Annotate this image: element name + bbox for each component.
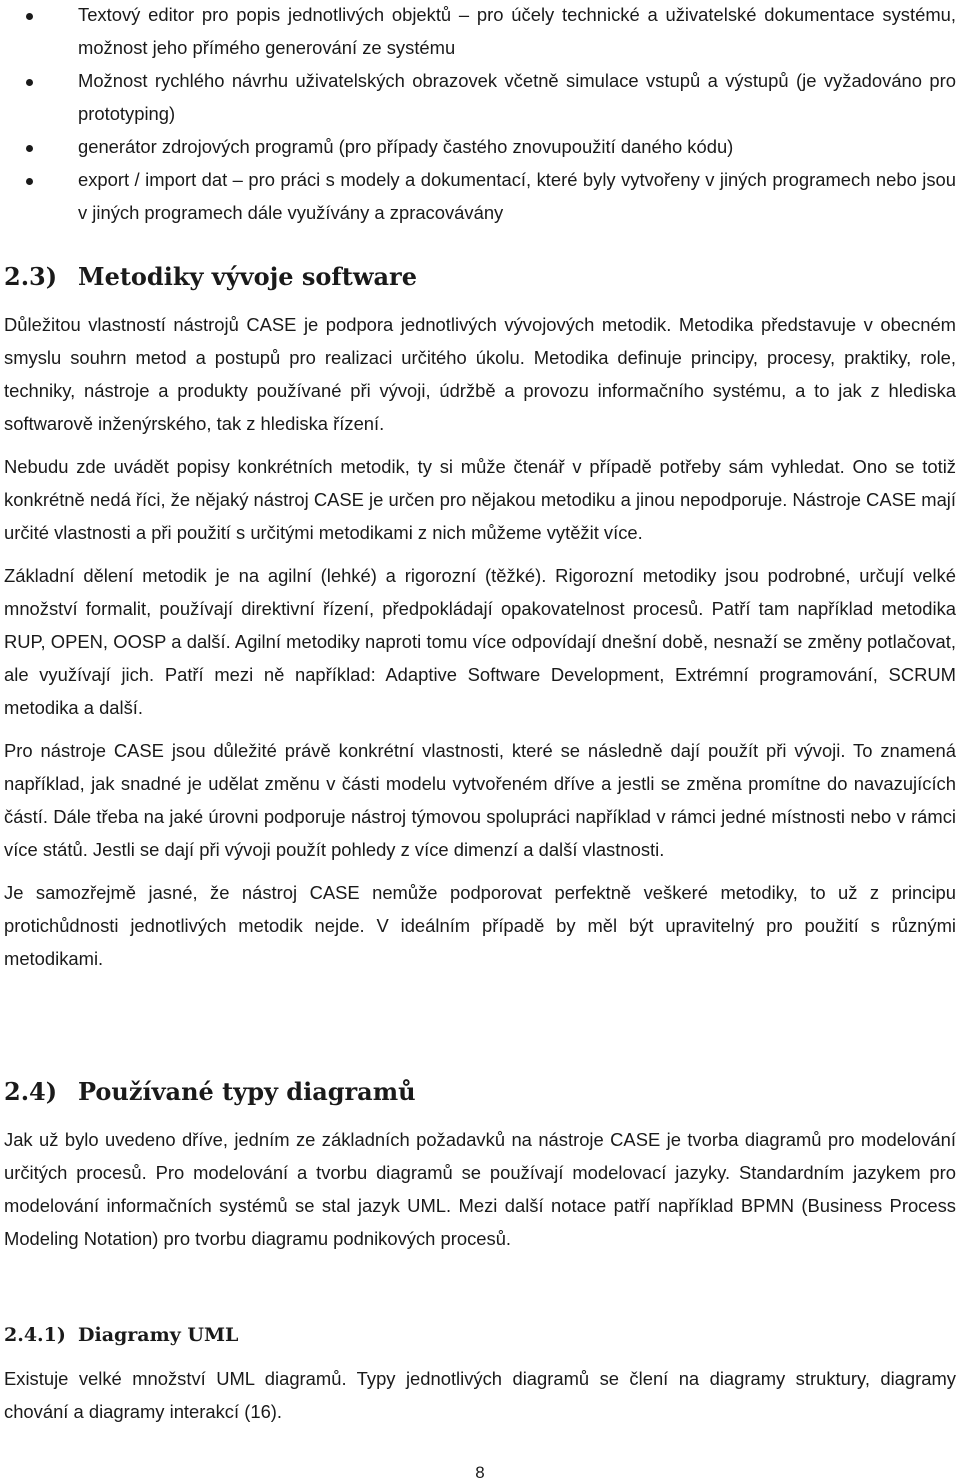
bullet-item <box>0 163 956 229</box>
bullet-text: Textový editor pro popis jednotlivých objektů – pro účely technické a uživatelské dokumentace systému, možnost jeho přímého generování ze systému <box>78 4 956 58</box>
bullet-item <box>0 130 956 163</box>
bullet-icon <box>26 145 33 152</box>
feature-bullet-list <box>0 0 956 229</box>
section-number: 2.3) <box>4 262 58 291</box>
section-number: 2.4) <box>4 1077 58 1106</box>
subsection-title: Diagramy UML <box>78 1324 239 1346</box>
paragraph: Jak už bylo uvedeno dříve, jedním ze základních požadavků na nástroje CASE je tvorba diagramů pro modelování určitých procesů. Pro modelování a tvorbu diagramů se používají modelovací jazyky. Standardním jazykem pro modelování informačních systémů se stal jazyk UML. Mezi další notace patří například BPMN (Business Process Modeling Notation) pro tvorbu diagramu podnikových procesů. <box>4 1129 956 1249</box>
paragraph: Je samozřejmě jasné, že nástroj CASE nemůže podporovat perfektně veškeré metodiky, to už z principu protichůdnosti jednotlivých metodik nejde. V ideálním případě by měl být upravitelný pro použití s různými metodikami. <box>4 882 956 969</box>
section-metodiky <box>4 262 956 985</box>
paragraph: Důležitou vlastností nástrojů CASE je podpora jednotlivých vývojových metodik. Metodika představuje v obecném smyslu souhrn metod a postupů pro realizaci určitého úkolu. Metodika definuje principy, procesy, praktiky, role, techniky, nástroje a produkty používané při vývoji, údržbě a provozu informačního systému, a to jak z hlediska softwarově inženýrského, tak z hlediska řízení. <box>4 314 956 434</box>
section-title: Metodiky vývoje software <box>78 262 417 291</box>
bullet-text: generátor zdrojových programů (pro případy častého znovupoužití daného kódu) <box>78 136 734 157</box>
paragraph: Nebudu zde uvádět popisy konkrétních metodik, ty si může čtenář v případě potřeby sám vyhledat. Ono se totiž konkrétně nedá říci, že nějaký nástroj CASE je určen pro nějakou metodiku a jinou nepodporuje. Nástroje CASE mají určité vlastnosti a při použití s určitými metodikami z nich můžeme vytěžit více. <box>4 456 956 543</box>
bullet-item <box>0 64 956 130</box>
bullet-text: Možnost rychlého návrhu uživatelských obrazovek včetně simulace vstupů a výstupů (je vyžadováno pro prototyping) <box>78 70 956 124</box>
paragraph: Existuje velké množství UML diagramů. Typy jednotlivých diagramů se člení na diagramy struktury, diagramy chování a diagramy interakcí (16). <box>4 1368 956 1422</box>
section-typy-diagramu <box>4 1077 956 1265</box>
section-heading <box>4 262 956 292</box>
page-number: 8 <box>475 1463 485 1482</box>
subsection-number: 2.4.1) <box>4 1324 66 1346</box>
bullet-text: export / import dat – pro práci s modely a dokumentací, které byly vytvořeny v jiných programech nebo jsou v jiných programech dále využívány a zpracovávány <box>78 169 956 223</box>
section-heading <box>4 1077 956 1107</box>
paragraph: Pro nástroje CASE jsou důležité právě konkrétní vlastnosti, které se následně dají použít při vývoji. To znamená například, jak snadné je udělat změnu v části modelu vytvořeném dříve a jestli se změna promítne do navazujících částí. Dále třeba na jaké úrovni podporuje nástroj týmovou spolupráci například v rámci jedné místnosti nebo v rámci více států. Jestli se dají při vývoji použít pohledy z více dimenzí a další vlastnosti. <box>4 740 956 860</box>
bullet-item <box>0 0 956 64</box>
bullet-icon <box>26 79 33 86</box>
section-title: Používané typy diagramů <box>78 1077 416 1106</box>
bullet-icon <box>26 178 33 185</box>
bullet-icon <box>26 13 33 20</box>
subsection-heading <box>4 1322 956 1348</box>
section-diagramy-uml <box>4 1322 956 1438</box>
paragraph: Základní dělení metodik je na agilní (lehké) a rigorozní (těžké). Rigorozní metodiky jsou podrobné, určují velké množství formalit, používají direktivní řízení, předpokládají opakovatelnost procesů. Patří tam například metodika RUP, OPEN, OOSP a další. Agilní metodiky naproti tomu více odpovídají dnešní době, nesnaží se změny potlačovat, ale využívají jich. Patří mezi ně například: Adaptive Software Development, Extrémní programování, SCRUM metodika a další. <box>4 565 956 718</box>
